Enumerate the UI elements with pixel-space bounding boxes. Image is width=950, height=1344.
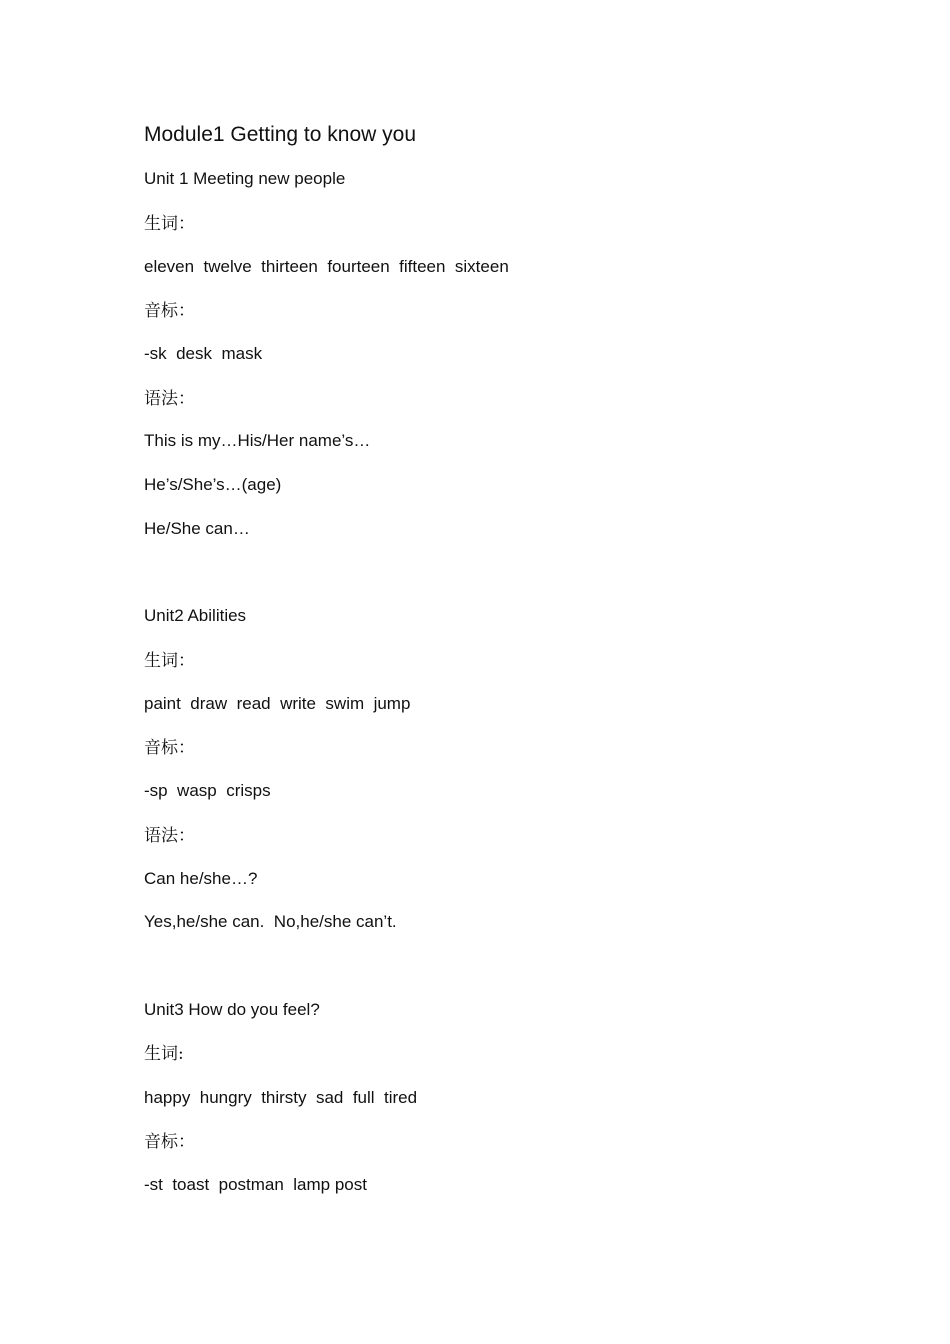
unit-1-vocab-label: 生词： <box>144 214 195 234</box>
unit-3-vocab-label: 生词: <box>144 1044 184 1064</box>
unit-2-phonics: -sp wasp crisps <box>144 781 271 800</box>
unit-1-grammar-line: This is my…His/Her name’s… <box>144 431 371 450</box>
unit-1-phonics-label: 音标： <box>144 301 195 321</box>
unit-2-grammar-line: Can he/she…? <box>144 869 258 888</box>
unit-2-grammar-line: Yes,he/she can. No,he/she can’t. <box>144 912 397 931</box>
unit-3-heading: Unit3 How do you feel? <box>144 1000 320 1019</box>
unit-1-grammar-line: He/She can… <box>144 519 250 538</box>
unit-2-phonics-label: 音标： <box>144 738 195 758</box>
unit-1-heading: Unit 1 Meeting new people <box>144 169 346 188</box>
unit-1-phonics: -sk desk mask <box>144 344 263 363</box>
unit-3-phonics: -st toast postman lamp post <box>144 1175 367 1194</box>
unit-2-grammar-label: 语法： <box>144 826 195 846</box>
unit-2-vocab-label: 生词： <box>144 651 195 671</box>
unit-1-grammar-line: He’s/She’s…(age) <box>144 475 282 494</box>
unit-3-phonics-label: 音标： <box>144 1132 195 1152</box>
unit-2-vocab: paint draw read write swim jump <box>144 694 411 713</box>
module-title: Module1 Getting to know you <box>144 123 416 146</box>
unit-1-vocab: eleven twelve thirteen fourteen fifteen sixteen <box>144 257 509 276</box>
unit-1-grammar-label: 语法： <box>144 389 195 409</box>
unit-2-heading: Unit2 Abilities <box>144 606 247 625</box>
unit-3-vocab: happy hungry thirsty sad full tired <box>144 1088 418 1107</box>
